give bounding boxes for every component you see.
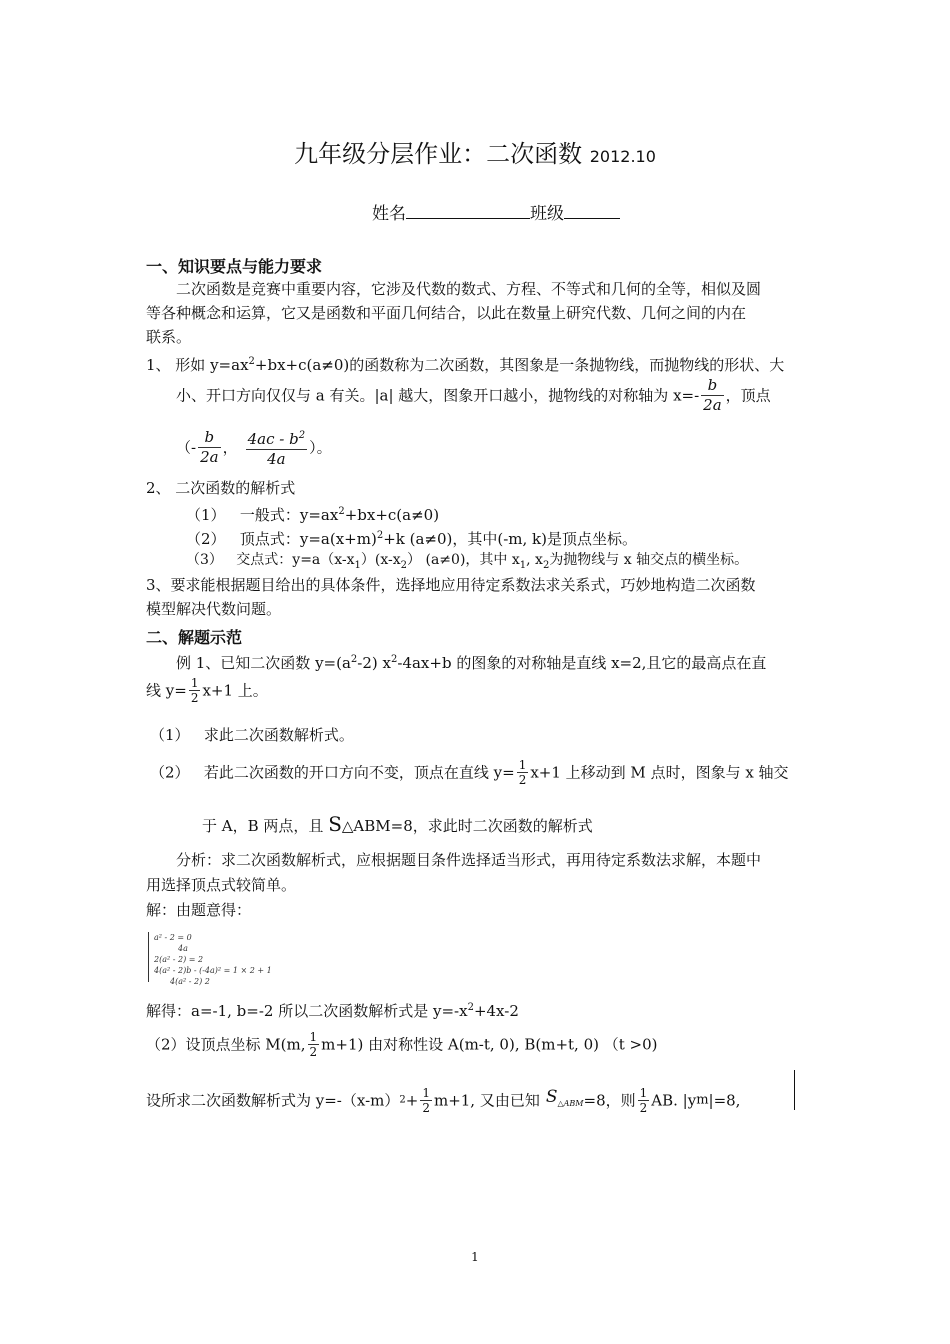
section1-heading: 一、知识要点与能力要求 <box>146 257 323 276</box>
final-plus: + <box>405 1091 419 1110</box>
q1-label: （1） <box>150 726 190 744</box>
name-label: 姓名 <box>372 204 406 224</box>
frac-num-sup: 2 <box>298 430 306 441</box>
example1-line1 <box>176 650 766 673</box>
frac-den: 2 <box>309 1045 318 1059</box>
fraction-half <box>420 1086 432 1115</box>
frac-den: 2 <box>518 773 527 787</box>
frac-den: 2 <box>422 1101 430 1115</box>
page-title <box>0 134 950 169</box>
ex1-line2-b: x+1 上。 <box>202 681 268 700</box>
question2-line1 <box>150 758 789 787</box>
ex1-line2-a: 线 y= <box>146 681 187 700</box>
p1-text-b: +bx+c(a≠0)的函数称为二次函数，其图象是一条抛物线，而抛物线的形状、大 <box>254 356 785 374</box>
area-s-sub <box>546 1088 584 1106</box>
intro-line3: 联系。 <box>146 328 192 346</box>
ex1-text-c: -4ax+b 的图象的对称轴是直线 x=2,且它的最高点在直 <box>397 654 767 672</box>
title-date: 2012.10 <box>589 147 656 166</box>
form-label: （3） <box>186 552 223 568</box>
q2-text-a: 若此二次函数的开口方向不变，顶点在直线 y= <box>203 763 515 782</box>
frac-num: 1 <box>422 1086 430 1100</box>
class-label: 班级 <box>530 204 564 224</box>
example1-line2 <box>146 676 268 705</box>
fraction-half <box>517 758 529 787</box>
question2-line2 <box>202 814 593 836</box>
form-text-e: 为抛物线与 x 轴交点的横坐标。 <box>549 552 749 568</box>
vertex-close: ）。 <box>309 438 332 457</box>
sub-1b: 1 <box>519 559 527 571</box>
q2-text-b: x+1 上移动到 M 点时，图象与 x 轴交 <box>530 763 789 782</box>
result-text-a: 解得：a=-1, b=-2 所以二次函数解析式是 y=-x <box>146 1002 468 1020</box>
vertex-comma: ， <box>222 438 238 457</box>
p1-line2-end: ，顶点 <box>725 386 771 405</box>
final-text-f: m <box>696 1092 709 1108</box>
name-class-line <box>372 202 620 224</box>
part2-text-a: （2）设顶点坐标 M(m, <box>146 1035 306 1054</box>
vertex-formula <box>176 426 332 469</box>
fraction-half <box>638 1086 650 1115</box>
text-cursor-bar <box>794 1070 795 1110</box>
analysis-line1: 分析：求二次函数解析式，应根据题目条件选择适当形式，再用待定系数法求解，本题中 <box>176 851 762 869</box>
title-main: 九年级分层作业：二次函数 <box>294 140 583 168</box>
q2-label: （2） <box>150 763 190 782</box>
sub-2: 2 <box>400 559 408 571</box>
q1-text: 求此二次函数解析式。 <box>203 726 354 744</box>
vertex-open: （- <box>176 438 197 457</box>
final-text-a: 设所求二次函数解析式为 y=-（x-m） <box>146 1091 400 1110</box>
form-text-d: , x <box>526 552 543 568</box>
form-label: （1） <box>186 506 226 524</box>
intro-line1: 二次函数是竞赛中重要内容，它涉及代数的数式、方程、不等式和几何的全等，相似及圆 <box>176 280 762 298</box>
form-sup: 2 <box>376 530 384 541</box>
sys-line1: a² - 2 = 0 <box>154 933 192 942</box>
frac-den: 2 <box>639 1101 648 1115</box>
sys-line5: 4(a² - 2) 2 <box>170 977 210 986</box>
result-line <box>146 998 519 1021</box>
point1-line1 <box>146 352 784 375</box>
part2-line <box>146 1030 658 1059</box>
equation-system <box>148 932 388 984</box>
sub-1: 1 <box>354 559 361 571</box>
sys-line2: 4a <box>178 944 188 953</box>
form-intercept <box>186 550 748 576</box>
ex1-text-a: 例 1、已知二次函数 y=(a <box>176 654 351 672</box>
solution-label: 解：由题意得： <box>146 901 252 919</box>
q2-line2-a: 于 A，B 两点，且 <box>202 817 324 835</box>
ex1-sup2: 2 <box>391 654 398 665</box>
form-sup: 2 <box>338 506 345 517</box>
sub-2b: 2 <box>542 559 550 571</box>
form-text-b: +bx+c(a≠0) <box>344 506 440 524</box>
frac-num: 1 <box>190 676 199 690</box>
fraction-half <box>308 1030 320 1059</box>
frac-num: 1 <box>639 1086 648 1100</box>
intro-line2: 等各种概念和运算，它又是函数和平面几何结合，以此在数量上研究代数、几何之间的内在 <box>146 304 747 322</box>
form-text-c: ） (a≠0)，其中 x <box>407 552 520 568</box>
point3-line2: 模型解决代数问题。 <box>146 600 282 618</box>
analysis-line2: 用选择顶点式较简单。 <box>146 876 297 894</box>
area-s: S <box>545 1087 558 1107</box>
vertex-y-fraction <box>246 426 307 469</box>
final-sup: 2 <box>399 1094 406 1106</box>
q2-line2-b: △ABM=8，求此时二次函数的解析式 <box>341 817 593 835</box>
form-text-a: 交点式：y=a（x-x <box>236 552 355 568</box>
page-number: 1 <box>471 1250 479 1264</box>
part2-text-b: m+1) 由对称性设 A(m-t, 0), B(m+t, 0) （t >0) <box>321 1035 658 1054</box>
frac-den: 4a <box>267 450 286 468</box>
form-text-a: 顶点式：y=a(x+m) <box>239 530 377 548</box>
question1 <box>150 725 354 745</box>
ex1-text-b: -2) x <box>357 654 391 672</box>
form-text-a: 一般式：y=ax <box>239 506 339 524</box>
sys-line3: 2(a² - 2) = 2 <box>154 955 204 964</box>
final-text-g: |=8, <box>708 1091 741 1110</box>
name-blank <box>406 202 530 219</box>
vertex-x-fraction <box>198 428 221 467</box>
form-label: （2） <box>186 530 226 548</box>
area-sub: △ABM <box>557 1099 584 1108</box>
frac-den: 2 <box>190 691 199 705</box>
p1-line2-text: 小、开口方向仅仅与 a 有关。|a| 越大，图象开口越小，抛物线的对称轴为 x=- <box>176 386 700 405</box>
fraction-half <box>189 676 201 705</box>
class-blank <box>564 202 620 219</box>
form-text-b: +k (a≠0)，其中(-m, k)是顶点坐标。 <box>383 530 637 548</box>
sys-line4: 4(a² - 2)b - (-4a)² = 1 × 2 + 1 <box>154 966 272 975</box>
p1-text-a: 1、 形如 y=ax <box>146 356 249 374</box>
point3-line1: 3、要求能根据题目给出的具体条件，选择地应用待定系数法求关系式，巧妙地构造二次函数 <box>146 576 756 594</box>
brace-icon <box>148 932 153 982</box>
fraction-b-over-2a <box>701 376 724 415</box>
area-symbol: S <box>328 812 342 836</box>
frac-num: 1 <box>518 758 527 772</box>
frac-num <box>246 426 307 450</box>
ex1-sup: 2 <box>350 654 358 665</box>
final-text-d: =8，则 <box>583 1091 636 1110</box>
frac-den: 2a <box>703 396 722 414</box>
frac-num-text: 4ac - b <box>247 430 299 448</box>
form-general <box>186 502 439 525</box>
final-text-e: AB. |y <box>651 1091 697 1110</box>
final-text-c: m+1, 又由已知 <box>433 1091 540 1110</box>
frac-num: 1 <box>309 1030 318 1044</box>
final-line <box>146 1086 740 1115</box>
point2: 2、 二次函数的解析式 <box>146 479 296 497</box>
point1-line2 <box>176 376 771 415</box>
form-text-b: ）(x-x <box>360 552 401 568</box>
result-sup: 2 <box>467 1002 474 1013</box>
frac-num: b <box>701 376 724 396</box>
form-vertex <box>186 526 637 549</box>
result-text-b: +4x-2 <box>473 1002 519 1020</box>
section2-heading: 二、解题示范 <box>146 628 243 647</box>
frac-den: 2a <box>200 448 219 466</box>
p1-sup: 2 <box>248 356 255 367</box>
frac-num: b <box>198 428 221 448</box>
